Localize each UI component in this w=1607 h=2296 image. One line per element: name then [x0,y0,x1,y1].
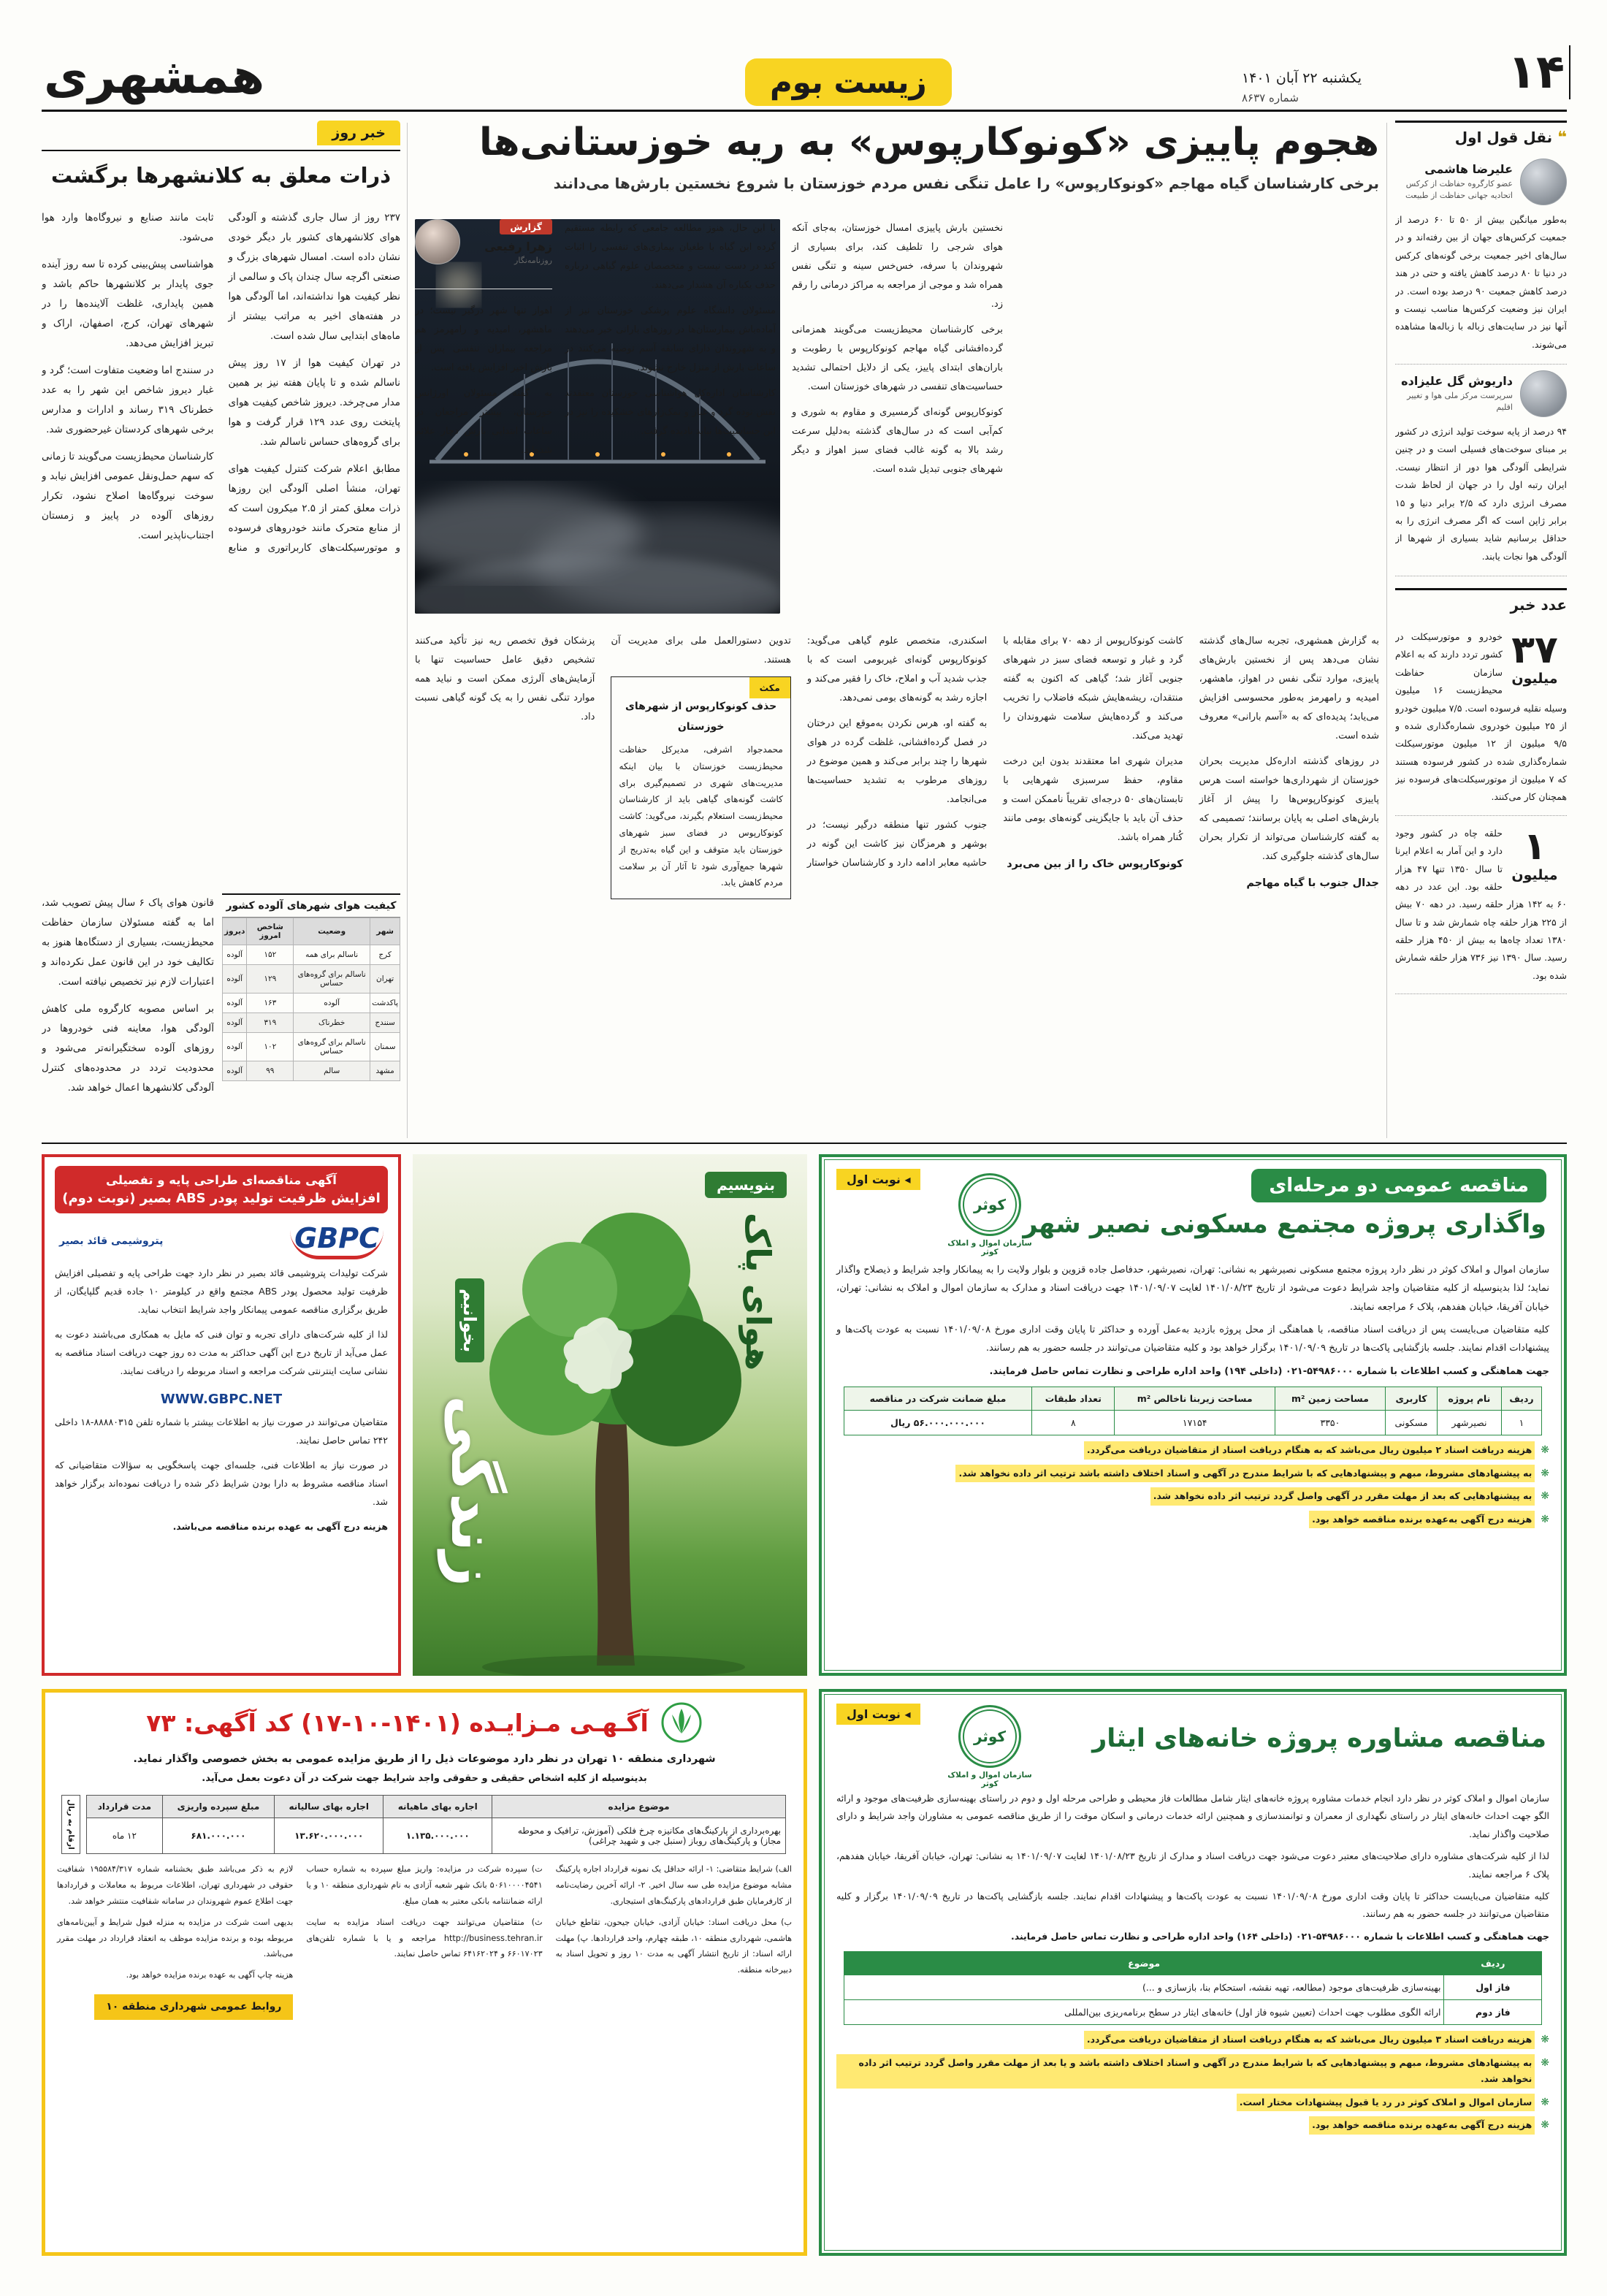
person-role: سرپرست مرکز ملی هوا و تغییر اقلیم [1407,390,1513,412]
status-cell: ناسالم برای گروه‌های حساس [294,1033,370,1061]
isar-phase-cell: فاز اول [1444,1975,1542,2000]
article-paragraph: نخستین بارش پاییزی امسال خوزستان، به‌جای آنکه هوای شرجی را تلطیف کند، برای بسیاری از شهروندان با سرفه، خس‌خس سینه و تنگی نفس همراه شد و موجی از مراجعه به مراکز درمانی را رقم زد. [792,223,1003,310]
gbpc-paragraph: هزینه درج آگهی به عهده برنده مناقصه می‌باشد. [172,1521,388,1532]
person-quote: به‌طور میانگین بیش از ۵۰ تا ۶۰ درصد از جمعیت کرکس‌های جهان از بین رفته‌اند و در سال‌های اخیر جمعیت برخی گونه‌های کرکس در دنیا تا ۸۰ درصد کاهش یافته و حتی در هند درصد کاهش جمعیت ۹۰ درصد بوده است. در ایران نیز وضعیت کرکس‌ها مناسب نیست و آنها نیز در سایت‌های زباله با زباله‌ها مشاهده می‌شوند. [1395,214,1567,350]
nasir-cell: ۱۷۱۵۴ [1115,1411,1275,1435]
table-row [223,1013,400,1033]
nasir-col-land-area: مساحت زمین m² [1275,1387,1385,1411]
nasir-col-use: کاربری [1385,1387,1437,1411]
reporter-role: روزنامه‌نگار [514,256,552,265]
article-paragraph: به گزارش همشهری، تجربه سال‌های گذشته نشان می‌دهد پس از نخستین بارش‌های پاییزی، موارد تنگی نفس در اهواز، ماهشهر، امیدیه و رامهرمز به‌طور محسوسی افزایش می‌یابد؛ پدیده‌ای که به «آسم بارانی» معروف شده است. [1199,636,1379,741]
table-row [223,1061,400,1081]
divider-sidebar [1386,123,1387,1138]
campaign-script-life: زندگی [438,1395,509,1587]
isar-note [836,2054,1549,2089]
round-one-tag: ◂ نوبت اول [836,1704,920,1725]
number-value [1503,825,1567,882]
auction-deposit-cell: ۶۸۱.۰۰۰.۰۰۰ [162,1818,274,1854]
quotes-section-title [1395,121,1567,147]
nasir-cell-guarantee: ۵۶.۰۰۰.۰۰۰.۰۰۰ ریال [844,1411,1031,1435]
kowsar-logo-icon: کوثر [958,1705,1021,1768]
auction-condition: ب) محل دریافت اسناد: خیابان آزادی، خیابان جیحون، تقاطع خیابان هاشمی، شهرداری منطقه ۱۰، طبقه چهارم، واحد قراردادها. پ) مهلت ارائه اسناد: از تاریخ انتشار آگهی به مدت ۱۰ روز و تحویل اسناد به دبیرخانه منطقه. [555,1917,792,1975]
index-cell: ۱۲۹ [247,965,294,993]
auction-subject-cell: بهره‌برداری از پارکینگ‌های مکانیزه چرخ فلکی (آموزش، ترافیک و محوطه مجاز) و پارکینگ‌های روباز (سنبل جی و شهید چراغی) [492,1818,786,1854]
article-paragraph: پزشکان فوق تخصص ریه نیز تأکید می‌کنند تشخیص دقیق عامل حساسیت تنها با آزمایش‌های آلرژی ممکن است و نباید همه موارد تنگی نفس را به یک گونه گیاهی نسبت داد. [415,636,595,722]
auction-conditions-col2 [306,1861,542,2020]
reporter-photo [415,219,460,264]
index-cell: ۱۶۳ [247,993,294,1013]
index-cell: ۹۹ [247,1061,294,1081]
table-row [223,1033,400,1061]
kowsar-logo-caption: سازمان اموال و املاک کوثر [947,1771,1032,1788]
pause-box [611,676,790,899]
isar-col-row: ردیف [1444,1952,1542,1975]
city-cell: کرج [370,945,400,965]
news-headline: ذرات معلق به کلانشهرها برگشت [50,163,392,188]
table-row [223,965,400,993]
status-cell: سالم [294,1061,370,1081]
masthead-logo: همشهری [44,48,265,104]
yesterday-cell: آلوده [223,1033,247,1061]
gbpc-paragraph: لذا از کلیه شرکت‌های دارای تجربه و توان فنی که مایل به همکاری می‌باشند دعوت به عمل می‌آید از تاریخ درج این آگهی حداکثر به مدت ده روز جهت دریافت اسناد مناقصه به نشانی سایت اینترنتی شرکت مراجعه و اسناد مربوطه را دریافت نمایند. [55,1329,388,1376]
isar-note [836,2031,1549,2049]
kowsar-logo-icon: کوثر [958,1173,1021,1236]
asterisk-icon: ❋ [1541,2096,1549,2108]
article-paragraph: به گفته مسئولان اورژانس خوزستان، بیشتر مراجعان در ساعات ابتدایی بارش دچار علائم شده‌اند. [415,388,552,456]
article-paragraph: برخی کارشناسان محیط‌زیست می‌گویند همزمانی گرده‌افشانی گیاه مهاجم کونوکارپوس با رطوبت و باران‌های ابتدای پاییز، یکی از دلایل احتمالی تشدید حساسیت‌های تنفسی در شهرهای خوزستان است. [792,324,1003,392]
auction-condition: ت) سپرده شرکت در مزایده: واریز مبلغ سپرده به شماره حساب ۵۰۶۱۰۰۰۰۴۵۴۱ بانک شهر شعبه آزادی به نام شهرداری منطقه ۱۰ و یا ارائه ضمانتنامه بانکی معتبر به همان مبلغ. [306,1864,543,1906]
nasir-col-guarantee: مبلغ ضمانت شرکت در مناقصه [844,1387,1031,1411]
isar-body [836,1790,1549,1945]
asterisk-icon: ❋ [1541,2119,1549,2131]
auction-duration-cell: ۱۲ ماه [87,1818,163,1854]
isar-note-text: هزینه دریافت اسناد ۳ میلیون ریال می‌باشد که به هنگام دریافت اسناد از متقاضیان دریافت می‌گردد. [1084,2031,1535,2049]
asterisk-icon: ❋ [1541,1444,1549,1457]
amounts-in-rial-label: ارقام به ریال [61,1795,80,1854]
article-body-lower [415,632,1379,1139]
number-unit: میلیون [1511,866,1558,883]
nasir-note-text: به پیشنهادهایی که بعد از مهلت مقرر در آگهی واصل گردد ترتیب اثر داده نخواهد شد. [1150,1487,1535,1506]
number-digits: ۳۷ [1511,628,1558,672]
nasir-note [836,1465,1549,1483]
tehran-municipality-logo [660,1701,703,1744]
yesterday-cell: آلوده [223,993,247,1013]
crosshead-south-battle: جدال جنوب با گیاه مهاجم [1246,877,1379,889]
news-paragraph: هواشناسی پیش‌بینی کرده تا سه روز آینده جوی پایدار بر کلانشهرها حاکم باشد و همین پایداری، غلظت آلاینده‌ها را در شهرهای تهران، کرج، اصفهان، اراک و تبریز افزایش می‌دهد. [42,259,214,349]
isar-row [844,2000,1541,2025]
nasir-note-text: هزینه درج آگهی به‌عهده برنده مناقصه خواهد بود. [1309,1511,1535,1529]
news-paragraph: بر اساس مصوبه کارگروه ملی کاهش آلودگی هوا، معاینه فنی خودروها در روزهای آلوده سختگیرانه‌تر می‌شود و محدودیت تردد در محدوده‌های کنترل آلودگی کلانشهرها اعمال خواهد شد. [42,1003,214,1094]
number-news-title-text: عدد خبر [1510,596,1567,614]
nasir-note [836,1487,1549,1506]
gbpc-website-link[interactable]: WWW.GBPC.NET [160,1392,283,1407]
person-name: داریوش گل علیزاده [1401,373,1513,388]
campaign-word-write: بنویسیم [705,1172,787,1198]
status-cell: آلوده [294,993,370,1013]
sidebar [1395,121,1567,1140]
nasir-col-floors: تعداد طبقات [1032,1387,1115,1411]
nasir-note [836,1441,1549,1460]
auction-conditions-col1 [556,1861,792,2020]
article-paragraph: کاشت کونوکارپوس از دهه ۷۰ برای مقابله با گرد و غبار و توسعه فضای سبز در شهرهای جنوبی آغاز شد؛ گیاهی که اکنون به گفته منتقدان، ریشه‌هایش شبکه فاضلاب را تخریب می‌کند و گرده‌هایش سلامت شهروندان را تهدید می‌کند. [1003,636,1183,741]
article-paragraph: با این حال، هنوز مطالعه جامعی که رابطه مستقیم گرده این گیاه با طغیان بیماری‌های تنفسی را اثبات کند در دست نیست و متخصصان علوم گیاهی درباره حذف یکباره آن هشدار می‌دهند. [565,223,776,291]
auction-intro-line1: شهرداری منطقه ۱۰ تهران در نظر دارد موضوعات ذیل را از طریق مزایده عمومی به بخش خصوصی واگذار نماید. [133,1753,716,1765]
city-cell: پاکدشت [370,993,400,1013]
index-cell: ۱۵۲ [247,945,294,965]
auction-conditions-col3 [57,1861,293,2020]
kowsar-logo [946,1173,1034,1256]
person-quote: ۹۴ درصد از پایه سوخت تولید انرژی در کشور بر مبنای سوخت‌های فسیلی است و در چنین شرایطی آلودگی هوا دور از انتظار نیست. ایران رتبه اول را در جهان از لحاظ شدت مصرف انرژی دارد که ۲/۵ برابر دنیا و ۱۵ برابر ژاپن است که اگر مصرف انرژی را به حداقل برسانیم شاید بسیاری از شهرها از آلودگی هوا نجات یابند. [1395,426,1567,562]
ad-clean-air-campaign [413,1154,807,1676]
isar-note-text: سازمان اموال و املاک کوثر در رد یا قبول پیشنهادات مختار است. [1237,2094,1535,2112]
number-news-item [1395,816,1567,994]
reporter-name: زهرا رفیعی [484,240,552,253]
issue-date: یکشنبه ۲۲ آبان ۱۴۰۱ [1242,70,1362,86]
asterisk-icon: ❋ [1541,1490,1549,1503]
news-paragraph: در تهران کیفیت هوا از ۱۷ روز پیش ناسالم شده و تا پایان هفته نیز بر همین مدار می‌چرخد. دیروز شاخص کیفیت هوای پایتخت روی عدد ۱۲۹ قرار گرفت و هوا برای گروه‌های حساس ناسالم شد. [228,357,400,448]
reporter-byline [415,219,552,289]
person-photo [1520,370,1567,417]
article-paragraph: اسکندری، متخصص علوم گیاهی می‌گوید: کونوکارپوس گونه‌ای غیربومی است که با جذب شدید آب و املاح، خاک را فقیر می‌کند و اجازه رشد به گونه‌های بومی نمی‌دهد. [806,636,988,703]
person-name: علیرضا هاشمی [1424,161,1513,176]
yesterday-cell: آلوده [223,965,247,993]
nasir-col-row: ردیف [1501,1387,1541,1411]
auction-col-subject: موضوع مزایده [492,1796,786,1818]
news-paragraph: کارشناسان محیط‌زیست می‌گویند تا زمانی که سهم حمل‌ونقل عمومی افزایش نیابد و سوخت نیروگاه‌ها اصلاح نشود، تکرار روزهای آلوده در پاییز و زمستان اجتناب‌ناپذیر است. [42,451,214,541]
yesterday-cell: آلوده [223,1061,247,1081]
auction-title: آگـهـی مـزایـده (۱۴۰۱-۱۰-۱۷) کد آگهی: ۷۳ [146,1708,649,1737]
col-city: شهر [370,918,400,945]
nasir-row [844,1411,1541,1435]
person-photo [1520,159,1567,205]
auction-table-wrap [66,1795,786,1854]
news-body [42,208,400,884]
pause-tag: مکث [749,677,790,698]
ad-isar-tender [819,1689,1567,2256]
nasir-note-text: هزینه دریافت اسناد ۲ میلیون ریال می‌باشد که به هنگام دریافت اسناد از متقاضیان دریافت می‌گردد. [1084,1441,1535,1460]
main-article [415,121,1379,1140]
news-paragraph: قانون هوای پاک ۶ سال پیش تصویب شد، اما به گفته مسئولان سازمان حفاظت محیط‌زیست، بسیاری از دستگاه‌ها هنوز به تکالیف خود در این قانون عمل نکرده‌اند و اعتبارات لازم نیز تخصیص نیافته است. [42,897,214,988]
isar-tender-title: مناقصه مشاوره پروژه خانه‌های ایثار [1092,1724,1546,1753]
round-one-tag: ◂ نوبت اول [836,1169,920,1190]
isar-paragraph: کلیه متقاضیان می‌بایست حداکثر تا پایان وقت اداری مورخ ۱۴۰۱/۰۹/۰۸ نسبت به عودت پاکت‌ها و پیشنهادات اقدام نمایند. جلسه بازگشایی پاکت‌ها در تاریخ ۱۴۰۱/۰۹/۰۹ برگزار و کلیه متقاضیان می‌توانند در جلسه حضور به هم رسانند. [836,1890,1550,1920]
number-value [1503,628,1567,686]
pause-box-title: حذف کونوکارپوس از شهرهای خوزستان [625,701,777,733]
auction-monthly-cell: ۱.۱۳۵.۰۰۰.۰۰۰ [383,1818,492,1854]
isar-note [836,2094,1549,2112]
air-quality-table [222,893,400,1081]
round-one-text: نوبت اول [847,1172,901,1186]
article-paragraph: جنوب کشور تنها منطقه درگیر نیست؛ در بوشهر و هرمزگان نیز کاشت این گونه در حاشیه معابر ادامه دارد و کارشناسان خواستار تدوین دستورالعمل ملی برای مدیریت آن هستند. [611,636,988,869]
ads-rule [42,1143,1567,1144]
quote-item [1395,153,1567,365]
isar-paragraph: لذا از کلیه شرکت‌های مشاوره دارای صلاحیت‌های معتبر دعوت می‌شود جهت دریافت اسناد و مدارک از تاریخ ۱۴۰۱/۰۸/۲۳ لغایت ۱۴۰۱/۰۹/۰۷ به نشانی: تهران، خیابان آفریقا، خیابان هفدهم، پلاک ۶ مراجعه نمایند. [836,1850,1549,1880]
index-cell: ۳۱۹ [247,1013,294,1033]
article-paragraph: کونوکارپوس گونه‌ای گرمسیری و مقاوم به شوری و کم‌آبی است که در سال‌های گذشته به‌دلیل سرعت رشد بالا به گونه غالب فضای سبز اهواز و دیگر شهرهای جنوبی تبدیل شده است. [792,407,1003,475]
ad-municipality-auction [42,1689,807,2256]
yesterday-cell: آلوده [223,1013,247,1033]
index-cell: ۱۰۲ [247,1033,294,1061]
air-table-title: کیفیت هوای شهرهای آلوده کشور [222,893,400,918]
isar-phase-cell: فاز دوم [1444,2000,1542,2025]
auction-col-yearly: اجاره بهای سالیانه [275,1796,383,1818]
tender-title: واگذاری پروژه مجتمع مسکونی نصیر شهر [1023,1210,1546,1239]
isar-note [836,2116,1549,2135]
city-cell: مشهد [370,1061,400,1081]
news-body-continued [42,893,214,1140]
number-text: خودرو و موتورسیکلت در کشور تردد دارند که به اعلام سازمان حفاظت محیط‌زیست ۱۶ میلیون وسیله نقلیه فرسوده است. ۷/۵ میلیون خودرو از ۲۵ میلیون خودروی شماره‌گذاری شده و ۹/۵ میلیون از ۱۲ میلیون موتورسیکلت شماره‌گذاری شده در کشور فرسوده هستند که ۷ میلیون از موتورسیکلت‌های فرسوده نیز همچنان کار می‌کنند. [1395,631,1567,803]
article-paragraph: در روزهای گذشته اداره‌کل مدیریت بحران خوزستان از شهرداری‌ها خواسته است هرس پاییزی کونوکارپوس‌ها را پیش از آغاز بارش‌های اصلی به پایان برسانند؛ تصمیمی که به گفته کارشناسان می‌تواند از تکرار بحران سال‌های گذشته جلوگیری کند. [1199,756,1379,862]
report-tag: گزارش [500,219,552,234]
yesterday-cell: آلوده [223,945,247,965]
isar-subject-cell: بهینه‌سازی ظرفیت‌های موجود (مطالعه، تهیه نقشه، استحکام بنا، بازسازی و ...) [844,1975,1444,2000]
table-row [223,993,400,1013]
number-news-title [1395,588,1567,614]
gbpc-body [55,1264,388,1536]
news-paragraph: مطابق اعلام شرکت کنترل کیفیت هوای تهران، منشأ اصلی آلودگی این روزها ذرات معلق کمتر از ۲.۵ میکرون است که از منابع متحرک مانند خودروهای فرسوده و موتورسیکلت‌های کاربراتوری و منابع ثابت مانند صنایع و نیروگاه‌ها وارد هوا می‌شود. [42,212,400,554]
article-paragraph: مسئولان دانشگاه علوم پزشکی خوزستان نیز از آماده‌باش بیمارستان‌ها در روزهای بارانی خبر می‌دهند و به شهروندان دارای سابقه آسم توصیه می‌کنند در ساعات بارش از منزل خارج نشوند. [565,305,776,373]
gbpc-logo: GBPC [290,1222,383,1259]
number-text: حلقه چاه در کشور وجود دارد و این آمار به اعلام ایرنا تا سال ۱۳۵۰ تنها ۴۷ هزار حلقه بود. این عدد در دهه ۶۰ به ۱۴۲ هزار حلقه رسید. در دهه ۷۰ بیش از ۲۲۵ هزار حلقه چاه شمارش شد و تا سال ۱۳۸۰ تعداد چاه‌ها به بیش از ۴۵۰ هزار حلقه رسید. سال ۱۳۹۰ نیز ۷۳۶ هزار حلقه شمارش شده بود. [1395,827,1567,981]
news-rule [42,150,400,151]
quote-item [1395,365,1567,576]
asterisk-icon: ❋ [1541,2056,1549,2069]
table-row [223,945,400,965]
nasir-col-project: نام پروژه [1438,1387,1502,1411]
section-title: زیست بوم [745,58,952,106]
auction-footer-signature: روابط عمومی شهرداری منطقه ۱۰ [94,1994,293,2020]
header-rule [42,110,1567,112]
tab-news-of-day: خبر روز [317,121,400,145]
auction-condition: الف) شرایط متقاضی: ۱- ارائه حداقل یک نمونه قرارداد اجاره پارکینگ مشابه موضوع مزایده طی سه سال اخیر. ۲- ارائه آخرین رضایت‌نامه از کارفرمایان طبق قراردادهای پارکینگ‌های استیجاری. [555,1864,793,1906]
asterisk-icon: ❋ [1541,1513,1549,1525]
news-of-day-column [42,121,400,1140]
number-news-item [1395,619,1567,816]
article-body-upper-narrow [415,302,552,617]
city-cell: سنندج [370,1013,400,1033]
gbpc-paragraph: در صورت نیاز به اطلاعات فنی، جلسه‌ای جهت پاسخگویی به سؤالات متقاضیانی که اسناد مناقصه مشروط به دارا بودن شرایط ذکر شده را دریافت نموده‌اند برگزار خواهد شد. [55,1460,388,1507]
issue-number: شماره ۸۶۳۷ [1242,91,1299,105]
article-headline: هجوم پاییزی «کونوکارپوس» به ریه خوزستانی‌ها [479,121,1379,164]
divider-left-col [407,123,408,1138]
auction-col-duration: مدت قرارداد [87,1796,163,1818]
col-index: شاخص امروز [247,918,294,945]
article-paragraph: اهواز تنها شهر درگیر نیست؛ در ماهشهر، امیدیه و رامهرمز هم مراجعه بیماران تنفسی پس از بارش اخیر افزایش یافته است. [415,305,552,373]
tender-type-pill: مناقصه عمومی دو مرحله‌ای [1251,1169,1546,1202]
gbpc-company-name: پتروشیمی قائد بصیر [59,1235,164,1247]
status-cell: ناسالم برای همه [294,945,370,965]
isar-note-text: هزینه درج آگهی به‌عهده برنده مناقصه خواهد بود. [1309,2116,1535,2135]
isar-note-text: به پیشنهادهای مشروط، مبهم و پیشنهادهایی که با شرایط مندرج در آگهی و اسناد اختلاف داشته باشد و یا بعد از مهلت مقرر واصل گردد ترتیب اثر داده نخواهد شد. [836,2054,1535,2089]
nasir-body [836,1261,1549,1381]
auction-conditions [57,1861,792,2020]
quotes-title-text: نقل قول اول [1454,129,1553,146]
isar-col-subject: موضوع [844,1952,1444,1975]
auction-condition: بدیهی است شرکت در مزایده به منزله قبول شرایط و آیین‌نامه‌های مربوطه بوده و برنده مزایده موظف به انعقاد قرارداد در مهلت مقرر می‌باشد. [57,1917,294,1959]
auction-col-monthly: اجاره بهای ماهیانه [383,1796,492,1818]
page-number: ۱۴ [1525,45,1570,99]
nasir-note [836,1511,1549,1529]
crosshead-soil: کونوکارپوس خاک را از بین می‌برد [1007,858,1183,870]
article-paragraph: به گفته او، هرس نکردن به‌موقع این درختان در فصل گرده‌افشانی، غلظت گرده در هوای شهرها را چند برابر می‌کند و همین موضوع در روزهای مرطوب به تشدید حساسیت‌ها می‌انجامد. [806,718,988,805]
ad-gbpc-tender [42,1154,401,1676]
isar-paragraph: جهت هماهنگی و کسب اطلاعات با شماره ۵۴۹۸۶۰۰۰-۰۲۱ (داخلی ۱۶۴) واحد اداره طراحی و نظارت تماس حاصل فرمایند. [1010,1930,1549,1942]
round-one-text: نوبت اول [847,1707,901,1721]
nasir-paragraph: جهت هماهنگی و کسب اطلاعات با شماره ۵۴۹۸۶۰۰۰-۰۲۱ (داخلی ۱۹۴) واحد اداره طراحی و نظارت تماس حاصل فرمایند. [989,1365,1549,1377]
campaign-script-clean-air: هوای پاک [738,1213,778,1371]
gbpc-paragraph: متقاضیان می‌توانند در صورت نیاز به اطلاعات بیشتر با شماره تلفن ۸۸۸۸۰۳۱۵-۱۸ داخلی ۲۴۲ تماس حاصل نمایند. [55,1416,388,1446]
article-body-upper [565,219,1003,617]
auction-col-deposit: مبلغ سپرده واریزی [162,1796,274,1818]
auction-table [86,1795,786,1854]
news-paragraph: ۲۳۷ روز از سال جاری گذشته و آلودگی هوای کلانشهرهای کشور بار دیگر خودی نشان داده است. امسال شهرهای بزرگ و صنعتی اگرچه سال چندان پاک و سالمی از نظر کیفیت هوا نداشته‌اند، اما آلودگی هوا در هفته‌های اخیر به مراتب بیشتر از ماه‌های ابتدایی سال شده است. [228,212,400,342]
city-cell: تهران [370,965,400,993]
gbpc-paragraph: شرکت تولیدات پتروشیمی قائد بصیر در نظر دارد جهت طراحی پایه و تفصیلی افزایش ظرفیت تولید محصول پودر ABS مجتمع واقع در کیلومتر ۱۰ جاده قدیم گلپایگان، از طریق برگزاری مناقصه عمومی پیمانکار واجد شرایط انتخاب نماید. [55,1267,388,1315]
auction-intro-line2: بدینوسیله از کلیه اشخاص حقیقی و حقوقی واجد شرایط جهت شرکت در آن دعوت بعمل می‌آید. [202,1772,647,1784]
nasir-cell: ۸ [1032,1411,1115,1435]
date-block [1242,67,1483,107]
number-digits: ۱ [1523,824,1546,869]
gbpc-banner [55,1166,388,1213]
campaign-word-read: بخوانیم [455,1278,484,1362]
nasir-note-text: به پیشنهادهای مشروط، مبهم و پیشنهادهایی که با شرایط مندرج در آگهی و اسناد اختلاف داشته باشد ترتیب اثر داده نخواهد شد. [955,1465,1535,1483]
isar-paragraph: سازمان اموال و املاک کوثر در نظر دارد انجام خدمات مشاوره پروژه خانه‌های ایثار شامل مطالعات فاز محیطی و طراحی مرحله اول و دوم در راستای بهینه‌سازی ظرفیت‌های موجود و ارائه الگو جهت احداث خانه‌های ایثار در راستای نگهداری از معمران و توانمندسازی و همچنین ارائه خدمات درمانی و اسکان موقت را از طریق مناقصه عمومی به مشاوران واجد شرایط و دارای صلاحیت واگذار نماید. [836,1793,1549,1839]
col-yesterday: دیروز [223,918,247,945]
auction-condition-with-website[interactable]: ث) متقاضیان می‌توانند جهت دریافت اسناد مزایده به سایت http://business.tehran.ir مراجعه و یا با شماره تلفن‌های ۶۶۰۱۷۰۲۳ و ۶۴۱۶۲۰۲۴ تماس حاصل نمایند. [306,1917,543,1959]
isar-row [844,1975,1541,2000]
isar-subject-cell: ارائه الگوی مطلوب جهت احداث (تعیین شیوه فاز اول) خانه‌های ایثار در سطح برنامه‌ریزی بین‌المللی [844,2000,1444,2025]
article-subhead: برخی کارشناسان گیاه مهاجم «کونوکارپوس» را عامل تنگی نفس مردم خوزستان با شروع نخستین بارش‌ها می‌دانند [553,175,1379,192]
nasir-cell: ۱ [1501,1411,1541,1435]
gbpc-banner-line1: آگهی مناقصه‌ای طراحی پایه و تفصیلی [106,1173,337,1187]
auction-condition: هزینه چاپ آگهی به عهده برنده مزایده خواهد بود. [126,1970,294,1980]
status-cell: ناسالم برای گروه‌های حساس [294,965,370,993]
isar-table [844,1951,1542,2025]
col-status: وضعیت [294,918,370,945]
news-paragraph: در سنندج اما وضعیت متفاوت است؛ گرد و غبار دیروز شاخص این شهر را به عدد خطرناک ۳۱۹ رساند و ادارات و مدارس برخی شهرهای کردستان غیرحضوری شد. [42,365,214,435]
person-role: عضو کارگروه حفاظت از کرکس اتحادیه جهانی حفاظت از طبیعت [1405,178,1513,200]
status-cell: خطرناک [294,1013,370,1033]
nasir-cell: نصیرشهر [1438,1411,1502,1435]
city-cell: سمنان [370,1033,400,1061]
nasir-cell: ۳۳۵۰ [1275,1411,1385,1435]
asterisk-icon: ❋ [1541,1467,1549,1479]
nasir-col-gross-area: مساحت زیربنا ناخالص m² [1115,1387,1275,1411]
asterisk-icon: ❋ [1541,2034,1549,2045]
article-paragraph: مدیران شهری اما معتقدند بدون این درخت مقاوم، حفظ سرسبزی شهرهایی با تابستان‌های ۵۰ درجه‌ای تقریباً ناممکن است و حذف آن باید با جایگزینی گونه‌های بومی مانند کُنار همراه باشد. [1003,756,1183,843]
ad-nasir-tender [819,1154,1567,1676]
nasir-table [844,1387,1542,1435]
pause-box-text: محمدجواد اشرفی، مدیرکل حفاظت محیط‌زیست خوزستان با بیان اینکه مدیریت‌های شهری در تصمیم‌گیری برای کاشت گونه‌های گیاهی باید از کارشناسان محیط‌زیست استعلام بگیرند، می‌گوید: کاشت کونوکارپوس در فضای سبز شهرهای خوزستان باید متوقف و این گیاه به‌تدریج از شهرها جمع‌آوری شود تا آثار آن بر سلامت مردم کاهش یابد. [619,744,783,888]
gbpc-banner-line2: افزایش ظرفیت تولید پودر ABS بصیر (نوبت دوم) [62,1191,381,1206]
kowsar-logo [946,1705,1034,1788]
number-unit: میلیون [1511,671,1558,687]
auction-row [87,1818,786,1854]
auction-yearly-cell: ۱۳.۶۲۰.۰۰۰.۰۰۰ [275,1818,383,1854]
article-paragraph: کارشناسان اداره‌کل هواشناسی خوزستان معتقدند نقش توده گرد و غبار و نمک‌زارهای خشکیده را نیز در این حساسیت‌ها نباید نادیده گرفت. [565,388,776,437]
nasir-paragraph: سازمان اموال و املاک کوثر در نظر دارد پروژه مجتمع مسکونی نصیرشهر به نشانی: تهران، نصیرشهر، حدفاصل جاده قزوین و بلوار ولایت را به پیمانکار واجد شرایط و ذیصلاح واگذار نماید؛ لذا بدینوسیله از کلیه متقاضیان واجد شرایط دعوت می‌شود از تاریخ ۱۴۰۱/۰۸/۲۳ لغایت ۱۴۰۱/۰۹/۰۷ جهت دریافت اسناد و مدارک به سازمان اموال و املاک به نشانی: تهران، خیابان آفریقا، خیابان هفدهم، پلاک ۶ مراجعه نمایند. [836,1265,1549,1313]
nasir-paragraph: کلیه متقاضیان می‌بایست پس از دریافت اسناد مناقصه، با هماهنگی از محل پروژه بازدید به‌عمل آورده و حداکثر تا پایان وقت اداری مورخ ۱۴۰۱/۰۹/۰۸ نسبت به عودت پاکت‌ها و پیشنهادات اقدام نمایند. جلسه بازگشایی پاکت‌ها در تاریخ ۱۴۰۱/۰۹/۰۹ برگزار خواهد بود و کلیه متقاضیان می‌توانند در جلسه حضور به هم رسانند. [836,1324,1550,1354]
kowsar-logo-caption: سازمان اموال و املاک کوثر [947,1239,1032,1256]
quote-icon: ❝ [1557,129,1567,147]
nasir-cell: مسکونی [1385,1411,1437,1435]
auction-condition: لازم به ذکر می‌باشد طبق بخشنامه شماره ۱۹۵۵۸۴/۳۱۷ شفافیت حقوقی در شهرداری تهران، اطلاعات مربوط به معاملات و قراردادها جهت اطلاع عموم شهروندان در سامانه شفافیت منتشر خواهد شد. [57,1864,294,1906]
